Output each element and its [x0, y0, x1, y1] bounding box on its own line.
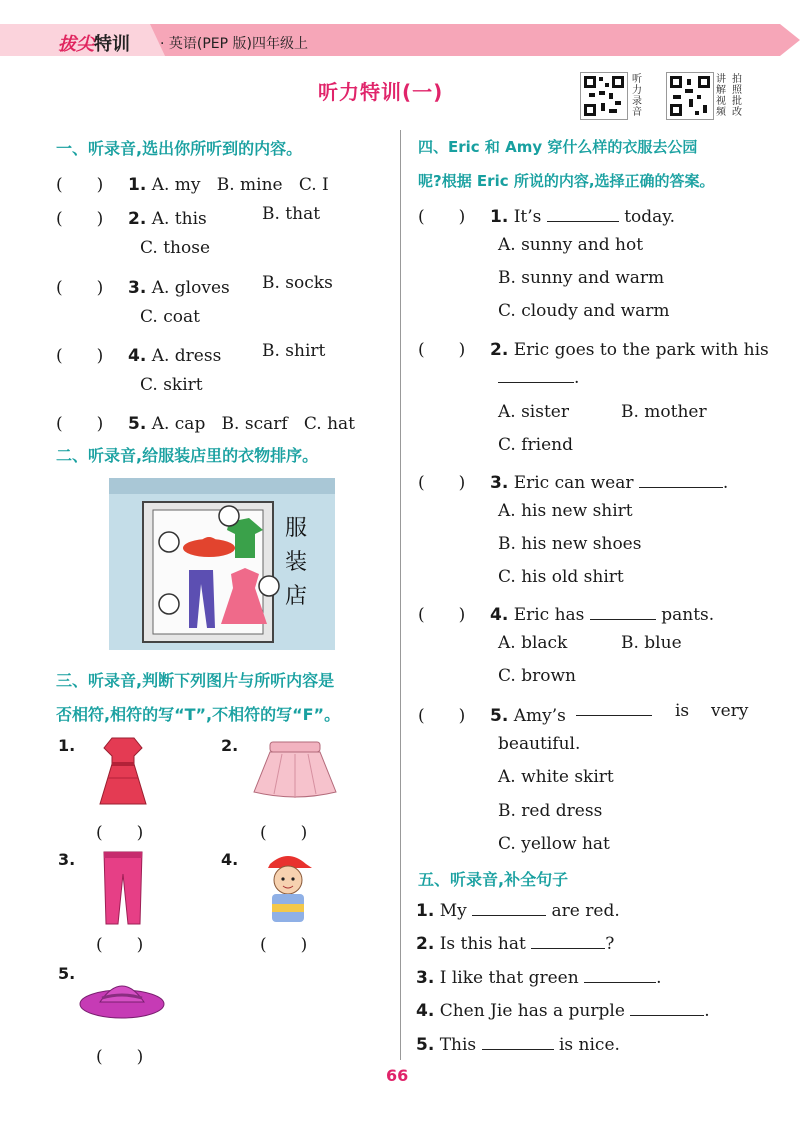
top-banner [0, 0, 800, 62]
s4-question-3 [418, 468, 728, 493]
question-text: pants. [661, 605, 715, 625]
s5-sentence-2 [416, 934, 614, 954]
picture-number: 3. [58, 850, 76, 869]
option-c: C. I [298, 175, 329, 195]
option-b: B. mother [621, 402, 707, 422]
option-c: C. those [140, 238, 211, 258]
question-text: . [574, 368, 580, 388]
option-b: B. sunny and warm [498, 268, 665, 288]
answer-blank[interactable] [584, 968, 656, 983]
answer-paren[interactable]: ( ) [418, 340, 466, 360]
question-number: 3. [128, 278, 147, 298]
shop-sign-char: 店 [285, 584, 308, 609]
option-a: A. sunny and hot [498, 235, 644, 255]
section3-heading-line2: 否相符,相符的写“T”,不相符的写“F”。 [56, 705, 341, 724]
question-number: 1. [128, 175, 147, 195]
s5-sentence-3 [416, 968, 662, 988]
column-divider [400, 130, 401, 1060]
answer-paren[interactable]: ( ) [418, 605, 466, 625]
answer-bracket[interactable]: ( ) [260, 935, 308, 955]
brand-text-2: 特训 [94, 34, 130, 55]
answer-blank[interactable] [576, 701, 652, 716]
s1-question-2 [56, 204, 207, 229]
qr-label-1: 听力录音 [632, 74, 642, 118]
qr-code-2[interactable] [666, 72, 714, 120]
dress-icon [88, 734, 158, 808]
s4-q5-blank [576, 701, 652, 721]
question-number: 5. [490, 706, 509, 726]
answer-paren[interactable]: ( ) [56, 278, 104, 298]
question-number: 4. [128, 346, 147, 366]
sentence-text: are red. [551, 901, 620, 921]
picture-number: 4. [221, 850, 239, 869]
answer-blank[interactable] [531, 934, 605, 949]
answer-blank[interactable] [639, 473, 723, 488]
option-c: C. yellow hat [498, 834, 610, 854]
picture-number: 1. [58, 736, 76, 755]
option-c: C. coat [140, 307, 200, 327]
option-a: A. sister [498, 402, 569, 422]
question-number: 2. [416, 934, 435, 954]
s4-question-5 [418, 701, 566, 726]
answer-paren[interactable]: ( ) [418, 473, 466, 493]
answer-paren[interactable]: ( ) [56, 414, 104, 434]
option-c: C. skirt [140, 375, 203, 395]
sentence-text: My [439, 901, 467, 921]
question-text: beautiful. [498, 734, 581, 754]
answer-bracket[interactable]: ( ) [96, 935, 144, 955]
answer-blank[interactable] [590, 605, 656, 620]
answer-bracket[interactable]: ( ) [96, 1047, 144, 1067]
question-text: . [722, 473, 729, 493]
option-c: C. cloudy and warm [498, 301, 670, 321]
shop-sign-char: 服 [285, 516, 308, 541]
option-a: A. black [498, 633, 568, 653]
question-number: 4. [490, 605, 509, 625]
answer-paren[interactable]: ( ) [418, 706, 466, 726]
question-text: Eric has [513, 605, 585, 625]
answer-paren[interactable]: ( ) [56, 346, 104, 366]
section3-heading-line1: 三、听录音,判断下列图片与所听内容是 [56, 671, 335, 690]
page-title: 听力特训(一) [318, 80, 444, 104]
question-number: 3. [490, 473, 509, 493]
option-c: C. friend [498, 435, 573, 455]
hat-icon [78, 972, 168, 1022]
qr-code-1[interactable] [580, 72, 628, 120]
option-a: A. white skirt [498, 767, 614, 787]
answer-paren[interactable]: ( ) [56, 175, 104, 195]
s4-question-1 [418, 202, 675, 227]
answer-blank[interactable] [547, 207, 619, 222]
question-number: 4. [416, 1001, 435, 1021]
question-text: It’s [513, 207, 542, 227]
sentence-text: I like that green [439, 968, 579, 988]
answer-blank[interactable] [498, 368, 574, 383]
option-b: B. red dress [498, 801, 603, 821]
option-b: B. that [262, 204, 321, 224]
option-b: B. mine [216, 175, 283, 195]
sentence-text: Chen Jie has a purple [439, 1001, 625, 1021]
clothes-shop-image [109, 478, 335, 650]
section5-heading: 五、听录音,补全句子 [418, 870, 569, 889]
sentence-text: ? [605, 934, 615, 954]
answer-blank[interactable] [482, 1035, 554, 1050]
option-b: B. shirt [262, 341, 326, 361]
option-a: A. gloves [151, 278, 230, 298]
option-b: B. scarf [221, 414, 288, 434]
page-number: 66 [386, 1066, 409, 1085]
brand-logo [58, 30, 130, 56]
question-text: very [711, 701, 749, 721]
book-subtitle: · 英语(PEP 版)四年级上 [160, 36, 309, 52]
qr-label-3: 拍照批改 [732, 74, 742, 118]
picture-number: 5. [58, 964, 76, 983]
option-c: C. brown [498, 666, 576, 686]
option-a: A. cap [151, 414, 206, 434]
question-text: is [675, 701, 690, 721]
answer-bracket[interactable]: ( ) [96, 823, 144, 843]
question-number: 1. [490, 207, 509, 227]
s4-question-4 [418, 600, 714, 625]
option-a: A. this [151, 209, 207, 229]
question-number: 2. [128, 209, 147, 229]
qr-label-2: 讲解视频 [716, 74, 726, 118]
option-a: A. his new shirt [498, 501, 633, 521]
s5-sentence-5 [416, 1035, 620, 1055]
question-text: Eric can wear [513, 473, 634, 493]
boy-cap-icon [258, 846, 318, 924]
sentence-text: . [656, 968, 662, 988]
s1-question-3 [56, 273, 230, 298]
question-text: today. [624, 207, 676, 227]
skirt-icon [252, 740, 338, 802]
option-b: B. socks [262, 273, 333, 293]
option-c: C. hat [303, 414, 355, 434]
question-number: 5. [416, 1035, 435, 1055]
answer-paren[interactable]: ( ) [56, 209, 104, 229]
qr-icon [667, 73, 713, 119]
section2-heading: 二、听录音,给服装店里的衣物排序。 [56, 446, 319, 465]
section1-heading: 一、听录音,选出你所听到的内容。 [56, 139, 303, 158]
picture-number: 2. [221, 736, 239, 755]
option-c: C. his old shirt [498, 567, 624, 587]
option-a: A. my [151, 175, 201, 195]
question-number: 1. [416, 901, 435, 921]
section4-heading-line1: 四、Eric 和 Amy 穿什么样的衣服去公园 [418, 138, 698, 156]
s5-sentence-4 [416, 1001, 710, 1021]
option-a: A. dress [151, 346, 222, 366]
question-text: Eric goes to the park with his [513, 340, 769, 360]
question-number: 5. [128, 414, 147, 434]
section4-heading-line2: 呢?根据 Eric 所说的内容,选择正确的答案。 [418, 172, 715, 190]
answer-bracket[interactable]: ( ) [260, 823, 308, 843]
sentence-text: is nice. [558, 1035, 620, 1055]
s4-q2-blank-line [498, 368, 579, 388]
question-number: 3. [416, 968, 435, 988]
pants-icon [98, 848, 148, 928]
answer-blank[interactable] [630, 1001, 704, 1016]
shop-sign [285, 512, 309, 614]
question-text: Amy’s [513, 706, 566, 726]
brand-text-1: 拔尖 [58, 34, 94, 55]
s4-question-2 [418, 335, 769, 360]
sentence-text: . [704, 1001, 710, 1021]
s1-question-4 [56, 341, 221, 366]
s1-question-5 [56, 409, 355, 434]
shop-sign-char: 装 [285, 550, 308, 575]
s5-sentence-1 [416, 901, 620, 921]
answer-blank[interactable] [472, 901, 546, 916]
answer-paren[interactable]: ( ) [418, 207, 466, 227]
qr-icon [581, 73, 627, 119]
option-b: B. blue [621, 633, 682, 653]
option-b: B. his new shoes [498, 534, 642, 554]
question-number: 2. [490, 340, 509, 360]
s1-question-1 [56, 170, 329, 195]
sentence-text: This [439, 1035, 477, 1055]
sentence-text: Is this hat [439, 934, 526, 954]
